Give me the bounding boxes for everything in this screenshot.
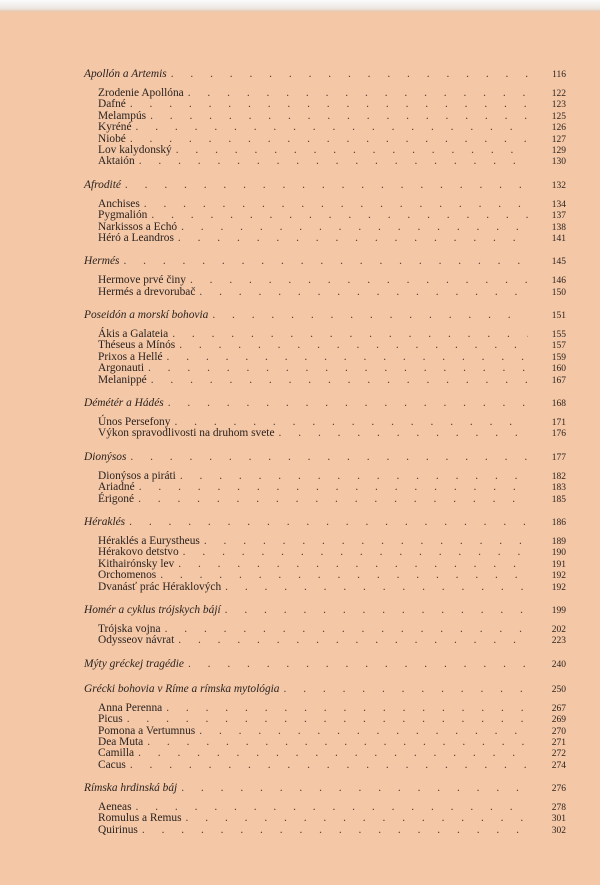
- leader-dots: [142, 825, 528, 836]
- toc-section: [84, 177, 566, 245]
- chapter-entry-page: 130: [551, 157, 566, 168]
- chapter-entry: [84, 199, 566, 210]
- chapter-entry-page: 182: [551, 471, 566, 482]
- chapter-entry-title: Hérakovo detstvo: [98, 546, 179, 559]
- toc-section: [84, 307, 566, 386]
- chapter-entry-page: 134: [551, 199, 566, 210]
- leader-dots: [199, 726, 528, 737]
- chapter-entry-title: Théseus a Mínós: [98, 339, 176, 352]
- chapter-entry: [84, 287, 566, 298]
- chapter-heading: [84, 514, 566, 530]
- leader-dots: [125, 177, 528, 193]
- chapter-entry-title: Melampús: [98, 109, 147, 122]
- chapter-entry: [84, 233, 566, 244]
- leader-dots: [130, 449, 528, 465]
- chapter-entry-title: Kithairónsky lev: [98, 557, 175, 570]
- chapter-entry-title: Anna Perenna: [98, 701, 163, 714]
- leader-dots: [179, 340, 528, 351]
- chapter-heading: [84, 66, 566, 82]
- chapter-entry-page: 146: [551, 276, 566, 287]
- chapter-entry-title: Ariadné: [98, 481, 135, 494]
- leader-dots: [167, 352, 528, 363]
- chapter-entry: [84, 375, 566, 386]
- chapter-entry-title: Odysseov návrat: [98, 634, 175, 647]
- chapter-heading-title: Poseidón a morskí bohovia: [84, 309, 209, 322]
- chapter-entry-title: Anchises: [98, 197, 140, 210]
- leader-dots: [148, 363, 528, 374]
- chapter-entry-title: Kyréné: [98, 121, 132, 134]
- toc-section: [84, 514, 566, 593]
- chapter-entry-page: 223: [551, 636, 566, 647]
- chapter-entry-title: Zrodenie Apollóna: [98, 87, 184, 99]
- toc-section: [84, 681, 566, 771]
- leader-dots: [150, 111, 528, 122]
- leader-dots: [178, 559, 528, 570]
- leader-dots: [199, 287, 528, 298]
- chapter-entry-title: Orchomenos: [98, 569, 157, 582]
- chapter-heading-page: 240: [551, 659, 566, 670]
- chapter-entry: [84, 582, 566, 593]
- leader-dots: [144, 199, 528, 210]
- chapter-entry-page: 157: [551, 341, 566, 352]
- chapter-entry-page: 167: [551, 375, 566, 386]
- chapter-heading-title: Hermés: [84, 255, 120, 268]
- chapter-entry-title: Dafné: [98, 98, 126, 111]
- chapter-heading-title: Homér a cyklus trójskych bájí: [84, 603, 221, 616]
- chapter-entry: [84, 726, 566, 737]
- page-top-edge: [0, 0, 600, 12]
- leader-dots: [176, 145, 528, 156]
- chapter-entry: [84, 122, 566, 133]
- chapter-entry-page: 125: [551, 111, 566, 122]
- chapter-entry-title: Únos Persefony: [98, 416, 171, 429]
- chapter-entry-page: 160: [551, 364, 566, 375]
- chapter-entry-title: Pomona a Vertumnus: [98, 724, 196, 737]
- leader-dots: [279, 428, 528, 439]
- chapter-heading-page: 250: [551, 684, 566, 695]
- chapter-entry-page: 269: [551, 715, 566, 726]
- leader-dots: [138, 748, 528, 759]
- chapter-entry: [84, 428, 566, 439]
- toc-section: [84, 656, 566, 672]
- chapter-entry-page: 271: [551, 737, 566, 748]
- chapter-entry-title: Héró a Leandros: [98, 231, 174, 244]
- chapter-heading-title: Démétér a Hádés: [84, 397, 164, 410]
- chapter-heading-page: 151: [551, 311, 566, 322]
- chapter-entry: [84, 559, 566, 570]
- leader-dots: [171, 66, 528, 82]
- chapter-heading-title: Afrodité: [84, 178, 121, 191]
- leader-dots: [151, 375, 528, 386]
- chapter-entry-title: Niobé: [98, 132, 126, 145]
- leader-dots: [127, 714, 528, 725]
- chapter-heading-title: Grécki bohovia v Ríme a rímska mytológia: [84, 682, 280, 695]
- chapter-entry-page: 278: [551, 803, 566, 814]
- chapter-heading: [84, 177, 566, 193]
- toc-section: [84, 66, 566, 168]
- chapter-heading-page: 116: [552, 70, 566, 80]
- toc-section: [84, 602, 566, 647]
- chapter-entry-page: 190: [551, 548, 566, 559]
- chapter-entry-title: Lov kalydonský: [98, 143, 172, 156]
- chapter-entry: [84, 99, 566, 110]
- chapter-entry-title: Dea Muta: [98, 735, 144, 748]
- chapter-heading: [84, 602, 566, 618]
- chapter-entry-title: Trójska vojna: [98, 622, 161, 635]
- leader-dots: [138, 494, 528, 505]
- chapter-entry-page: 127: [551, 134, 566, 145]
- chapter-entry-title: Argonauti: [98, 362, 144, 375]
- chapter-heading: [84, 307, 566, 323]
- chapter-entry-page: 274: [551, 760, 566, 771]
- chapter-entry: [84, 210, 566, 221]
- chapter-entry-page: 192: [551, 571, 566, 582]
- leader-dots: [190, 275, 528, 286]
- chapter-entry-page: 150: [551, 287, 566, 298]
- leader-dots: [178, 233, 528, 244]
- leader-dots: [160, 570, 528, 581]
- chapter-entry-page: 137: [551, 211, 566, 222]
- toc-section: [84, 780, 566, 836]
- leader-dots: [168, 395, 528, 411]
- chapter-entry: [84, 714, 566, 725]
- chapter-entry-page: 122: [551, 89, 566, 99]
- chapter-entry-title: Cacus: [98, 758, 126, 771]
- leader-dots: [129, 514, 528, 530]
- chapter-entry-title: Výkon spravodlivosti na druhom svete: [98, 427, 275, 440]
- chapter-entry-page: 189: [551, 536, 566, 547]
- chapter-entry: [84, 760, 566, 771]
- chapter-entry-page: 123: [551, 100, 566, 111]
- leader-dots: [130, 99, 528, 110]
- table-of-contents: [84, 66, 566, 845]
- chapter-entry-title: Melanippé: [98, 373, 147, 386]
- leader-dots: [165, 624, 528, 635]
- leader-dots: [130, 134, 528, 145]
- chapter-entry-title: Dvanásť prác Héraklových: [98, 580, 222, 593]
- leader-dots: [183, 547, 528, 558]
- chapter-entry-page: 191: [551, 559, 566, 570]
- chapter-heading: [84, 656, 566, 672]
- leader-dots: [139, 482, 528, 493]
- chapter-heading-title: Mýty gréckej tragédie: [84, 657, 184, 670]
- chapter-heading-page: 132: [551, 180, 566, 191]
- leader-dots: [181, 222, 528, 233]
- leader-dots: [130, 760, 528, 771]
- chapter-heading: [84, 449, 566, 465]
- chapter-heading-title: Dionýsos: [84, 450, 127, 463]
- chapter-entry: [84, 275, 566, 286]
- leader-dots: [151, 210, 528, 221]
- chapter-heading-page: 186: [551, 517, 566, 528]
- chapter-heading-page: 145: [551, 257, 566, 268]
- leader-dots: [147, 737, 528, 748]
- leader-dots: [284, 681, 529, 697]
- chapter-entry-title: Prixos a Hellé: [98, 350, 163, 363]
- leader-dots: [186, 813, 528, 824]
- chapter-heading: [84, 780, 566, 796]
- chapter-entry: [84, 635, 566, 646]
- chapter-entry: [84, 813, 566, 824]
- chapter-entry: [84, 88, 566, 99]
- chapter-heading-page: 276: [551, 784, 566, 795]
- chapter-entry-title: Pygmalión: [98, 209, 148, 222]
- toc-section: [84, 395, 566, 440]
- chapter-entry-title: Héraklés a Eurystheus: [98, 534, 200, 547]
- leader-dots: [225, 602, 528, 618]
- chapter-entry: [84, 156, 566, 167]
- leader-dots: [188, 656, 528, 672]
- chapter-entry-page: 185: [551, 494, 566, 505]
- chapter-entry-title: Ákis a Galateia: [98, 328, 169, 341]
- chapter-entry-title: Camilla: [98, 747, 135, 760]
- chapter-entry-page: 141: [551, 233, 566, 244]
- chapter-heading: [84, 395, 566, 411]
- chapter-entry-page: 155: [551, 330, 566, 341]
- leader-dots: [181, 780, 528, 796]
- leader-dots: [178, 635, 528, 646]
- leader-dots: [225, 582, 528, 593]
- chapter-heading-title: Apollón a Artemis: [84, 68, 167, 80]
- leader-dots: [136, 122, 528, 133]
- chapter-entry: [84, 352, 566, 363]
- leader-dots: [139, 156, 528, 167]
- chapter-entry-page: 183: [551, 483, 566, 494]
- chapter-heading-title: Héraklés: [84, 515, 126, 528]
- chapter-entry: [84, 111, 566, 122]
- chapter-entry-page: 272: [551, 749, 566, 760]
- leader-dots: [172, 329, 528, 340]
- chapter-entry: [84, 703, 566, 714]
- chapter-heading-page: 168: [551, 399, 566, 410]
- chapter-entry-title: Érigoné: [98, 492, 135, 505]
- leader-dots: [123, 253, 528, 269]
- chapter-entry-title: Dionýsos a piráti: [98, 469, 176, 482]
- chapter-entry-page: 270: [551, 726, 566, 737]
- chapter-entry-page: 301: [551, 814, 566, 825]
- chapter-entry-page: 138: [551, 222, 566, 233]
- chapter-entry-title: Quirinus: [98, 823, 138, 836]
- chapter-entry-title: Aktaión: [98, 155, 135, 168]
- chapter-entry-title: Hermove prvé činy: [98, 274, 186, 287]
- chapter-entry: [84, 748, 566, 759]
- chapter-entry: [84, 471, 566, 482]
- chapter-entry-page: 267: [551, 703, 566, 714]
- chapter-entry: [84, 482, 566, 493]
- chapter-entry-page: 302: [551, 825, 566, 836]
- chapter-entry-title: Aeneas: [98, 801, 132, 814]
- chapter-heading-page: 199: [551, 605, 566, 616]
- leader-dots: [180, 471, 528, 482]
- leader-dots: [212, 307, 528, 323]
- chapter-entry-title: Hermés a drevorubač: [98, 285, 196, 298]
- chapter-entry-page: 171: [551, 418, 566, 429]
- chapter-entry-title: Picus: [98, 713, 123, 726]
- toc-section: [84, 449, 566, 505]
- leader-dots: [166, 703, 528, 714]
- chapter-entry-page: 126: [551, 123, 566, 134]
- chapter-heading-page: 177: [551, 452, 566, 463]
- chapter-entry-page: 192: [551, 582, 566, 593]
- chapter-entry-page: 176: [551, 429, 566, 440]
- chapter-entry: [84, 363, 566, 374]
- toc-section: [84, 253, 566, 298]
- chapter-entry-page: 129: [551, 145, 566, 156]
- chapter-entry: [84, 825, 566, 836]
- chapter-heading: [84, 681, 566, 697]
- chapter-heading: [84, 253, 566, 269]
- chapter-entry-title: Romulus a Remus: [98, 812, 182, 825]
- chapter-heading-title: Rímska hrdinská báj: [84, 782, 178, 795]
- chapter-entry: [84, 145, 566, 156]
- chapter-entry-page: 202: [551, 624, 566, 635]
- chapter-entry: [84, 494, 566, 505]
- chapter-entry: [84, 737, 566, 748]
- chapter-entry-title: Narkissos a Echó: [98, 220, 178, 233]
- leader-dots: [188, 88, 528, 99]
- leader-dots: [204, 536, 528, 547]
- leader-dots: [136, 802, 528, 813]
- chapter-entry: [84, 570, 566, 581]
- chapter-entry-page: 159: [551, 352, 566, 363]
